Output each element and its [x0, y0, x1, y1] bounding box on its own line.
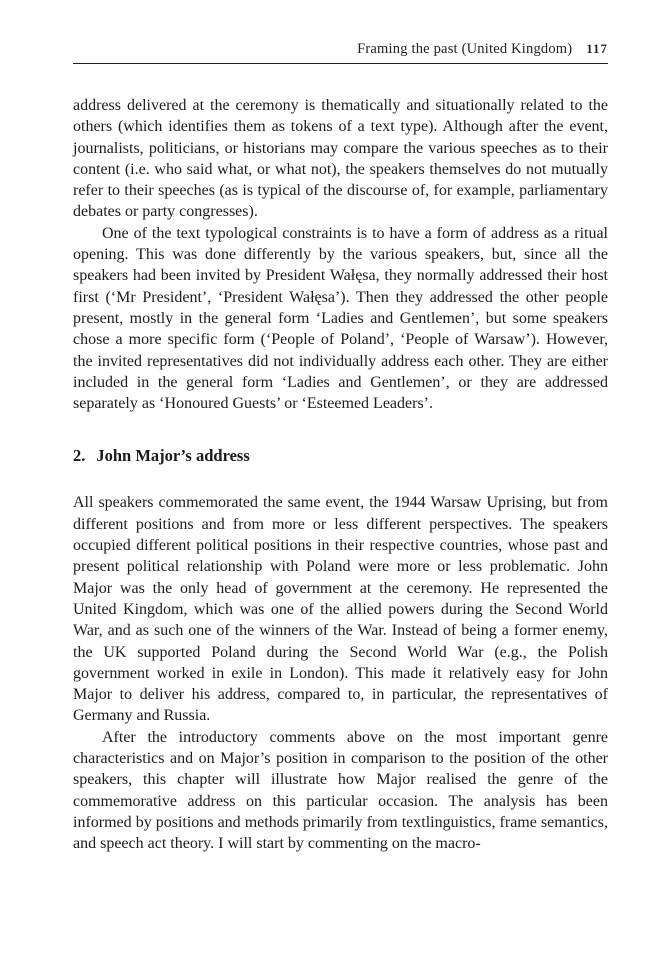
paragraph-all-speakers: All speakers commemorated the same event, the 1944 Warsaw Uprising, but from different positions and from more or less different perspectives. The speakers occupied different political positions in their respective countries, whose past and present political relationship with Poland were more or less problematic. John Major was the only head of government at the ceremony. He represented the United Kingdom, which was one of the allied powers during the Second World War, and as such one of the winners of the War. Instead of being a former enemy, the UK supported Poland during the Second World War (e.g., the Polish government worked in exile in London). This made it relatively easy for John Major to deliver his address, compared to, in particular, the representatives of Germany and Russia.: [73, 494, 608, 725]
page-number: 117: [586, 42, 608, 56]
page-header: [73, 0, 608, 58]
running-title: Framing the past (United Kingdom): [357, 41, 573, 57]
section-number: 2.: [73, 446, 86, 466]
section-title: John Major’s address: [96, 446, 250, 466]
text-column: [73, 0, 608, 855]
paragraph-after-introductory: After the introductory comments above on the most important genre characteristics and on Major’s position in comparison to the position of the other speakers, this chapter will illustrate how Major realised the genre of the commemorative address on this particular occasion. The analysis has been informed by positions and methods primarily from textlinguistics, frame semantics, and speech act theory. I will start by commenting on the macro-: [73, 728, 608, 853]
body-text: [73, 95, 608, 855]
header-rule: [73, 63, 608, 64]
section-heading: [73, 445, 608, 466]
paragraph-ritual-opening: One of the text typological constraints is to have a form of address as a ritual opening. This was done differently by the various speakers, but, since all the speakers had been invited by President Wałęsa, they normally addressed their host first (‘Mr President’, ‘President Wałęsa’). Then they addressed the other people present, mostly in the general form ‘Ladies and Gentlemen’, but some speakers chose a more specific form (‘People of Poland’, ‘People of Warsaw’). However, the invited representatives did not individually address each other. They are either included in the general form ‘Ladies and Gentlemen’, or they are addressed separately as ‘Honoured Guests’ or ‘Esteemed Leaders’.: [73, 224, 608, 413]
paragraph-continuation: address delivered at the ceremony is thematically and situationally related to the others (which identifies them as tokens of a text type). Although after the event, journalists, politicians, or historians may compare the various speeches as to their content (i.e. who said what, or what not), the speakers themselves do not mutually refer to their speeches (as is typical of the discourse of, for example, parliamentary debates or party congresses).: [73, 97, 608, 221]
